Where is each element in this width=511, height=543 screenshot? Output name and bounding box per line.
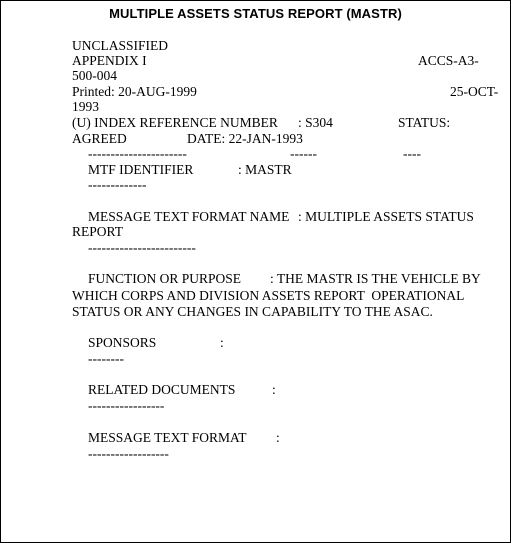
status-label: STATUS:	[398, 115, 451, 130]
function-purpose-line2: WHICH CORPS AND DIVISION ASSETS REPORT OPERATIONAL	[72, 288, 465, 303]
document-title: MULTIPLE ASSETS STATUS REPORT (MASTR)	[109, 6, 402, 21]
doc-date-part1: 25-OCT-	[450, 84, 499, 99]
message-text-format-label: MESSAGE TEXT FORMAT	[88, 430, 247, 445]
related-documents-underline: -----------------	[88, 398, 165, 413]
related-documents-value: :	[272, 382, 276, 397]
message-text-format-underline: ------------------	[88, 446, 169, 461]
function-purpose-label: FUNCTION OR PURPOSE	[88, 271, 242, 286]
function-purpose-line3: STATUS OR ANY CHANGES IN CAPABILITY TO THE ASAC.	[72, 304, 433, 319]
format-name-underline: ------------------------	[88, 240, 196, 255]
header-divider-3: ----	[403, 146, 421, 161]
doc-date-part2: 1993	[72, 99, 99, 114]
header-divider-2: ------	[290, 146, 317, 161]
appendix-label: APPENDIX I	[72, 53, 147, 68]
mtf-identifier-value: : MASTR	[238, 162, 292, 177]
printed-date: Printed: 20-AUG-1999	[72, 84, 197, 99]
header-divider-1: ----------------------	[88, 146, 187, 161]
classification: UNCLASSIFIED	[72, 38, 169, 53]
status-value: AGREED	[72, 131, 127, 146]
sponsors-value: :	[220, 335, 224, 350]
mtf-identifier-underline: -------------	[88, 177, 147, 192]
message-text-format-value: :	[276, 430, 280, 445]
format-name-label: MESSAGE TEXT FORMAT NAME	[88, 209, 290, 224]
function-purpose-value: : THE MASTR IS THE VEHICLE BY	[270, 271, 481, 286]
document-id-part2: 500-004	[72, 68, 117, 83]
mtf-identifier-label: MTF IDENTIFIER	[88, 162, 194, 177]
document-id-part1: ACCS-A3-	[418, 53, 479, 68]
agreed-date: DATE: 22-JAN-1993	[187, 131, 303, 146]
sponsors-label: SPONSORS	[88, 335, 157, 350]
format-name-value: : MULTIPLE ASSETS STATUS	[298, 209, 474, 224]
sponsors-underline: --------	[88, 351, 124, 366]
index-reference-label: (U) INDEX REFERENCE NUMBER	[72, 115, 278, 130]
format-name-value-cont: REPORT	[72, 224, 123, 239]
related-documents-label: RELATED DOCUMENTS	[88, 382, 236, 397]
index-reference-value: : S304	[298, 115, 333, 130]
